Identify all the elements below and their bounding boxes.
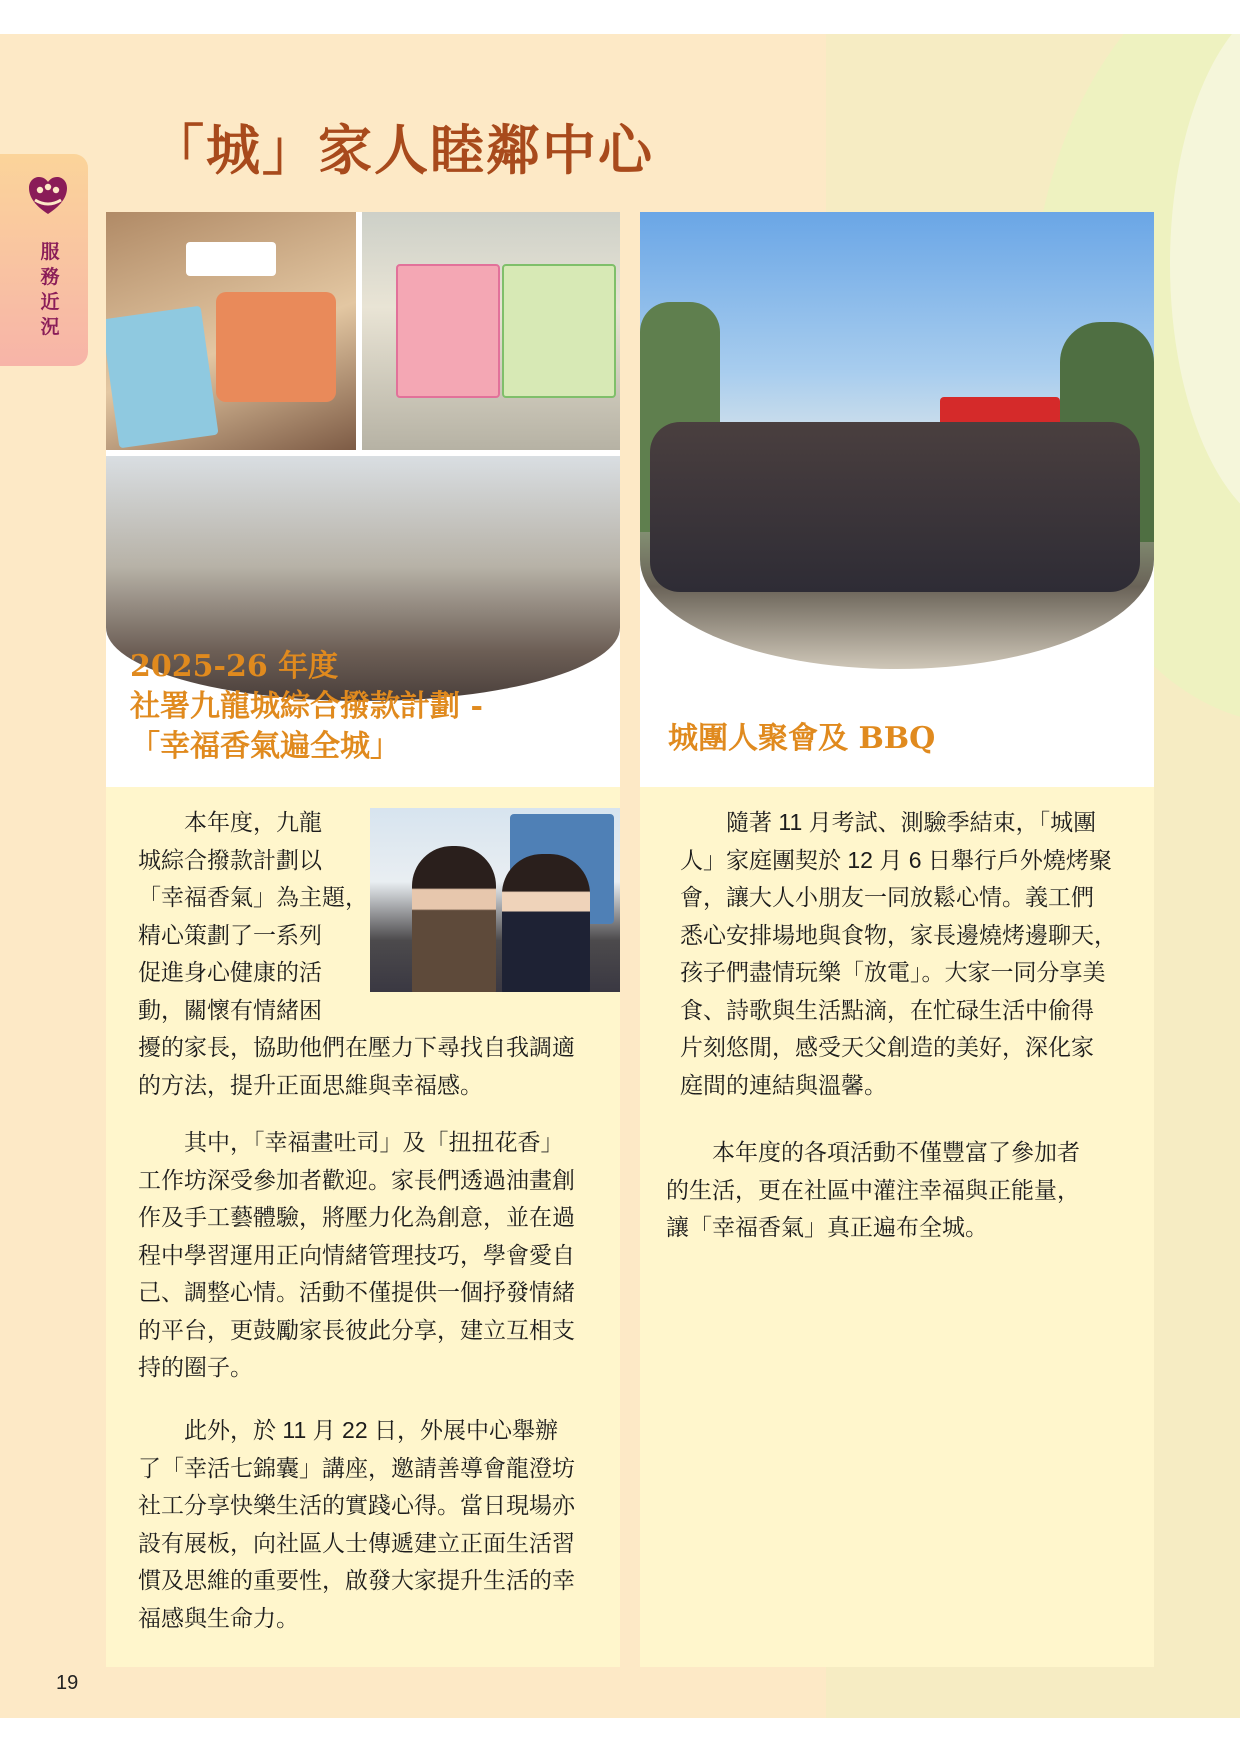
left-section-title-scheme: 社署九龍城綜合撥款計劃 - [130, 689, 483, 724]
notice-board-poster-photo [362, 212, 620, 450]
woman-right [502, 854, 590, 992]
poster-right [502, 264, 616, 398]
outdoor-bbq-group-photo [640, 212, 1154, 669]
text-line: 的平台，更鼓勵家長彼此分享，建立互相支 [138, 1316, 575, 1343]
text-segment: 本年度，九龍 [184, 809, 322, 835]
text-line: 食、詩歌與生活點滴，在忙碌生活中偷得 [680, 996, 1094, 1023]
community-hands-heart-icon [26, 174, 70, 218]
text-line: 動，關懷有情緒困 [138, 996, 322, 1023]
text-line: 作及手工藝體驗，將壓力化為創意，並在過 [138, 1204, 575, 1230]
text-line: 人」家庭團契於 12 月 6 日舉行戶外燒烤聚 [680, 846, 1112, 873]
section-side-tab [0, 154, 88, 366]
craft-items [216, 292, 336, 402]
text-line [666, 1134, 1126, 1172]
text-line: 慣及思維的重要性，啟發大家提升生活的幸 [138, 1567, 575, 1593]
text-line: 片刻悠閒，感受天父創造的美好，深化家 [680, 1034, 1094, 1060]
left-para1-wrap [138, 804, 575, 1104]
left-section-title-theme: 「幸福香氣遍全城」 [130, 729, 400, 764]
text-line: 孩子們盡情玩樂「放電」。大家一同分享美 [680, 959, 1106, 985]
two-women-holding-certificate-photo [370, 808, 620, 992]
group-of-people [650, 422, 1140, 592]
left-section-title-year: 2025-26 年度 [130, 649, 339, 684]
text-line: 了「幸活七錦囊」講座，邀請善導會龍澄坊 [138, 1454, 575, 1481]
text-line: 城綜合撥款計劃以 [138, 846, 322, 873]
woman-left [412, 846, 496, 992]
text-line: 讓「幸福香氣」真正遍布全城。 [666, 1214, 988, 1240]
text-line: 社工分享快樂生活的實踐心得。當日現場亦 [138, 1492, 575, 1518]
text-line: 「幸福香氣」為主題， [138, 884, 368, 910]
side-tab-label: 服務近況 [40, 241, 60, 338]
text-line: 福感與生命力。 [138, 1604, 299, 1631]
text-line: 精心策劃了一系列 [138, 921, 322, 948]
text-segment: 其中，「幸福畫吐司」及「扭扭花香」 [184, 1129, 564, 1155]
right-para1 [680, 804, 1120, 1104]
text-segment: 本年度的各項活動不僅豐富了參加者 [712, 1139, 1080, 1165]
craft-table-photo [106, 212, 356, 450]
text-segment: 此外，於 11 月 22 日，外展中心舉辦 [184, 1417, 559, 1443]
right-header-box [640, 212, 1154, 787]
booklets [106, 306, 219, 449]
text-line: 程中學習運用正向情緒管理技巧，學會愛自 [138, 1241, 575, 1268]
text-segment: 隨著 11 月考試、測驗季結束，「城團 [726, 809, 1097, 835]
text-line [680, 804, 1120, 842]
text-line: 庭間的連結與溫馨。 [680, 1071, 887, 1098]
text-line: 會，讓大人小朋友一同放鬆心情。義工們 [680, 884, 1094, 910]
text-line: 工作坊深受參加者歡迎。家長們透過油畫創 [138, 1166, 575, 1193]
text-line: 悉心安排場地與食物，家長邊燒烤邊聊天， [680, 921, 1117, 948]
text-line [138, 1124, 598, 1162]
left-para2 [138, 1124, 598, 1387]
left-header-box [106, 212, 620, 787]
poster-left [396, 264, 500, 398]
text-line: 設有展板，向社區人士傳遞建立正面生活習 [138, 1529, 575, 1556]
text-line: 促進身心健康的活 [138, 959, 322, 985]
text-line: 擾的家長，協助他們在壓力下尋找自我調適 [138, 1034, 575, 1060]
left-para3 [138, 1412, 598, 1637]
text-line [138, 1412, 598, 1450]
page-title: 「城」家人睦鄰中心 [150, 118, 654, 182]
page-number: 19 [56, 1672, 79, 1694]
right-para2 [666, 1134, 1126, 1247]
text-line: 的生活，更在社區中灌注幸福與正能量， [666, 1176, 1080, 1203]
logo-stand [186, 242, 276, 276]
text-line: 的方法，提升正面思維與幸福感。 [138, 1071, 483, 1098]
text-line: 己、調整心情。活動不僅提供一個抒發情緒 [138, 1279, 575, 1305]
text-line: 持的圈子。 [138, 1354, 253, 1380]
right-section-title: 城團人聚會及 BBQ [668, 721, 936, 756]
text-line [138, 804, 360, 842]
